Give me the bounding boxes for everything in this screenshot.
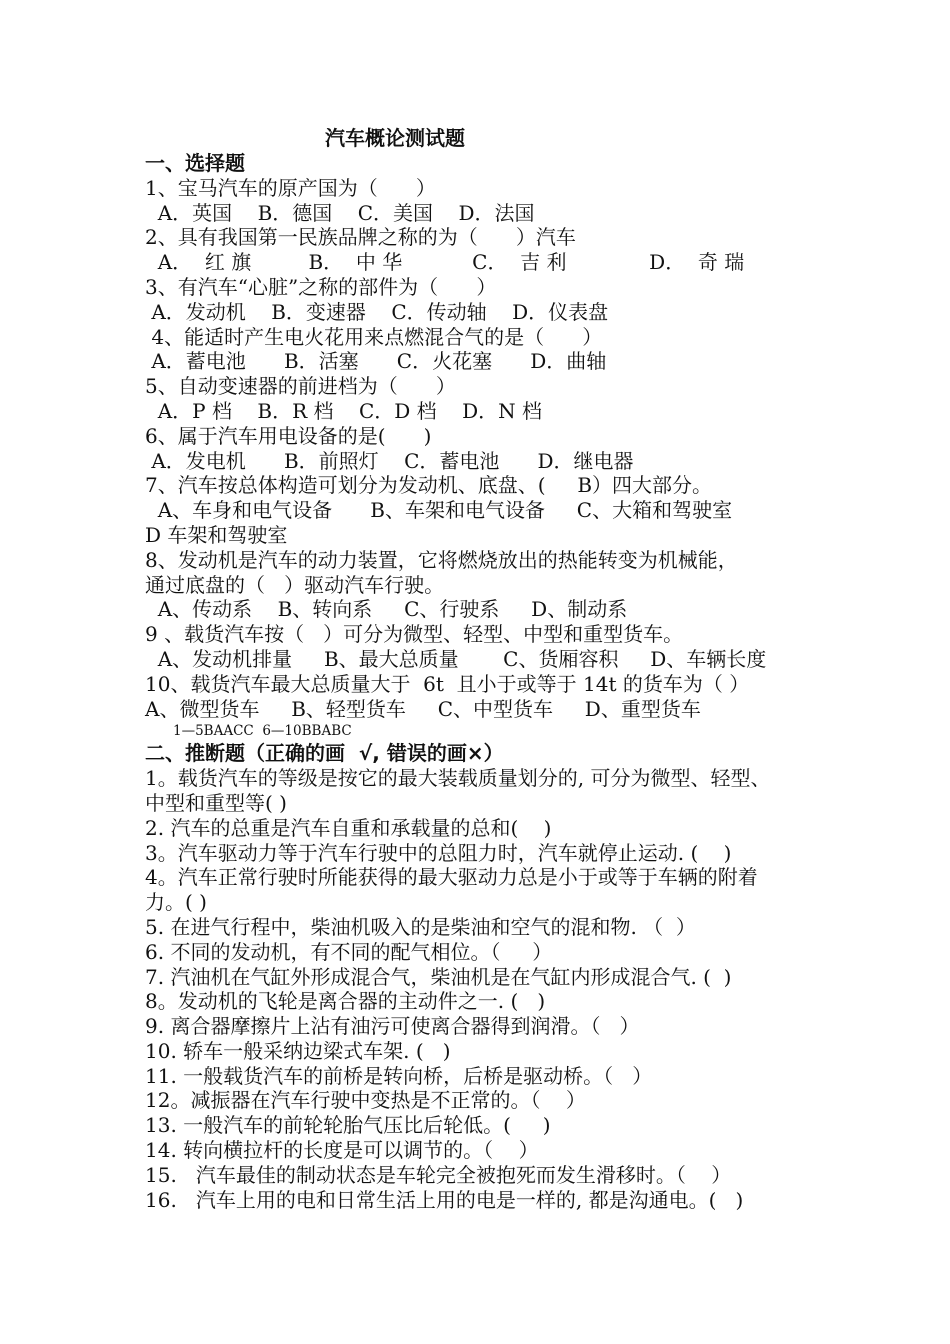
question-line: A．蓄电池 B．活塞 C．火花塞 D．曲轴 — [145, 349, 607, 374]
question-line: A、传动系 B、转向系 C、行驶系 D、制动系 — [145, 597, 628, 622]
question-line: 14. 转向横拉杆的长度是可以调节的。（ ） — [145, 1138, 539, 1163]
question-line: 6. 不同的发动机，有不同的配气相位。（ ） — [145, 939, 553, 964]
question-line: 2. 汽车的总重是汽车自重和承载量的总和( ) — [145, 815, 552, 840]
question-line: A、微型货车 B、轻型货车 C、中型货车 D、重型货车 — [145, 696, 701, 721]
question-line: 13. 一般汽车的前轮轮胎气压比后轮低。( ) — [145, 1113, 551, 1138]
question-line: 1。载货汽车的等级是按它的最大装载质量划分的, 可分为微型、轻型、 — [145, 766, 771, 791]
document-title: 汽车概论测试题 — [325, 126, 465, 150]
question-line: 4。汽车正常行驶时所能获得的最大驱动力总是小于或等于车辆的附着 — [145, 865, 758, 890]
question-line: 9 、载货汽车按（ ）可分为微型、轻型、中型和重型货车。 — [145, 622, 684, 647]
question-line: A．发电机 B．前照灯 C．蓄电池 D．继电器 — [145, 448, 634, 473]
question-line: 中型和重型等( ) — [145, 790, 287, 815]
question-line: 9. 离合器摩擦片上沾有油污可使离合器得到润滑。（ ） — [145, 1014, 640, 1039]
question-line: 16. 汽车上用的电和日常生活上用的电是一样的, 都是沟通电。( ) — [145, 1187, 744, 1212]
answer-key: 1—5BAACC 6—10BBABC — [173, 723, 352, 740]
question-line: A、车身和电气设备 B、车架和电气设备 C、大箱和驾驶室 — [145, 498, 733, 523]
question-line: A．发动机 B．变速器 C．传动轴 D．仪表盘 — [145, 299, 609, 324]
question-line: 通过底盘的（ ）驱动汽车行驶。 — [145, 572, 445, 597]
question-line: 3、有汽车“心脏”之称的部件为（ ） — [145, 274, 497, 299]
question-line: 10、载货汽车最大总质量大于 6t 且小于或等于 14t 的货车为（ ） — [145, 671, 750, 696]
question-line: 12。减振器在汽车行驶中变热是不正常的。（ ） — [145, 1088, 586, 1113]
question-line: 6、属于汽车用电设备的是( ) — [145, 423, 432, 448]
question-line: 7、汽车按总体构造可划分为发动机、底盘、( B）四大部分。 — [145, 473, 713, 498]
question-line: 10. 轿车一般采纳边梁式车架. ( ) — [145, 1038, 451, 1063]
question-line: A、发动机排量 B、最大总质量 C、货厢容积 D、车辆长度 — [145, 646, 767, 671]
question-line: 1、宝马汽车的原产国为（ ） — [145, 175, 436, 200]
question-line: 8。发动机的飞轮是离合器的主动件之一. ( ) — [145, 989, 546, 1014]
question-line: 11. 一般载货汽车的前桥是转向桥，后桥是驱动桥。（ ） — [145, 1063, 653, 1088]
question-line: A．P 档 B．R 档 C．D 档 D．N 档 — [145, 398, 542, 423]
section-heading-multiple-choice: 一、选择题 — [145, 151, 245, 175]
question-line: A．英国 B．德国 C．美国 D．法国 — [145, 200, 535, 225]
document-content — [145, 151, 835, 1212]
question-line: 15. 汽车最佳的制动状态是车轮完全被抱死而发生滑移时。（ ） — [145, 1162, 732, 1187]
question-line: A． 红 旗 B． 中 华 C． 吉 利 D． 奇 瑞 — [145, 250, 745, 275]
question-line: 7. 汽油机在气缸外形成混合气，柴油机是在气缸内形成混合气. ( ) — [145, 964, 732, 989]
question-line: 力。( ) — [145, 890, 207, 915]
multiple-choice-questions — [145, 176, 835, 722]
question-line: 5. 在进气行程中，柴油机吸入的是柴油和空气的混和物. （ ） — [145, 914, 696, 939]
question-line: 3。汽车驱动力等于汽车行驶中的总阻力时，汽车就停止运动. ( ) — [145, 840, 732, 865]
section-heading-true-false: 二、推断题（正确的画 √, 错误的画×） — [145, 741, 504, 766]
question-line: 5、自动变速器的前进档为（ ） — [145, 374, 456, 399]
question-line: 8、发动机是汽车的动力装置，它将燃烧放出的热能转变为机械能， — [145, 547, 738, 572]
question-line: 2、具有我国第一民族品牌之称的为（ ）汽车 — [145, 225, 576, 250]
question-line: 4、能适时产生电火花用来点燃混合气的是（ ） — [145, 324, 603, 349]
question-line: D 车架和驾驶室 — [145, 522, 288, 547]
true-false-questions — [145, 766, 835, 1212]
